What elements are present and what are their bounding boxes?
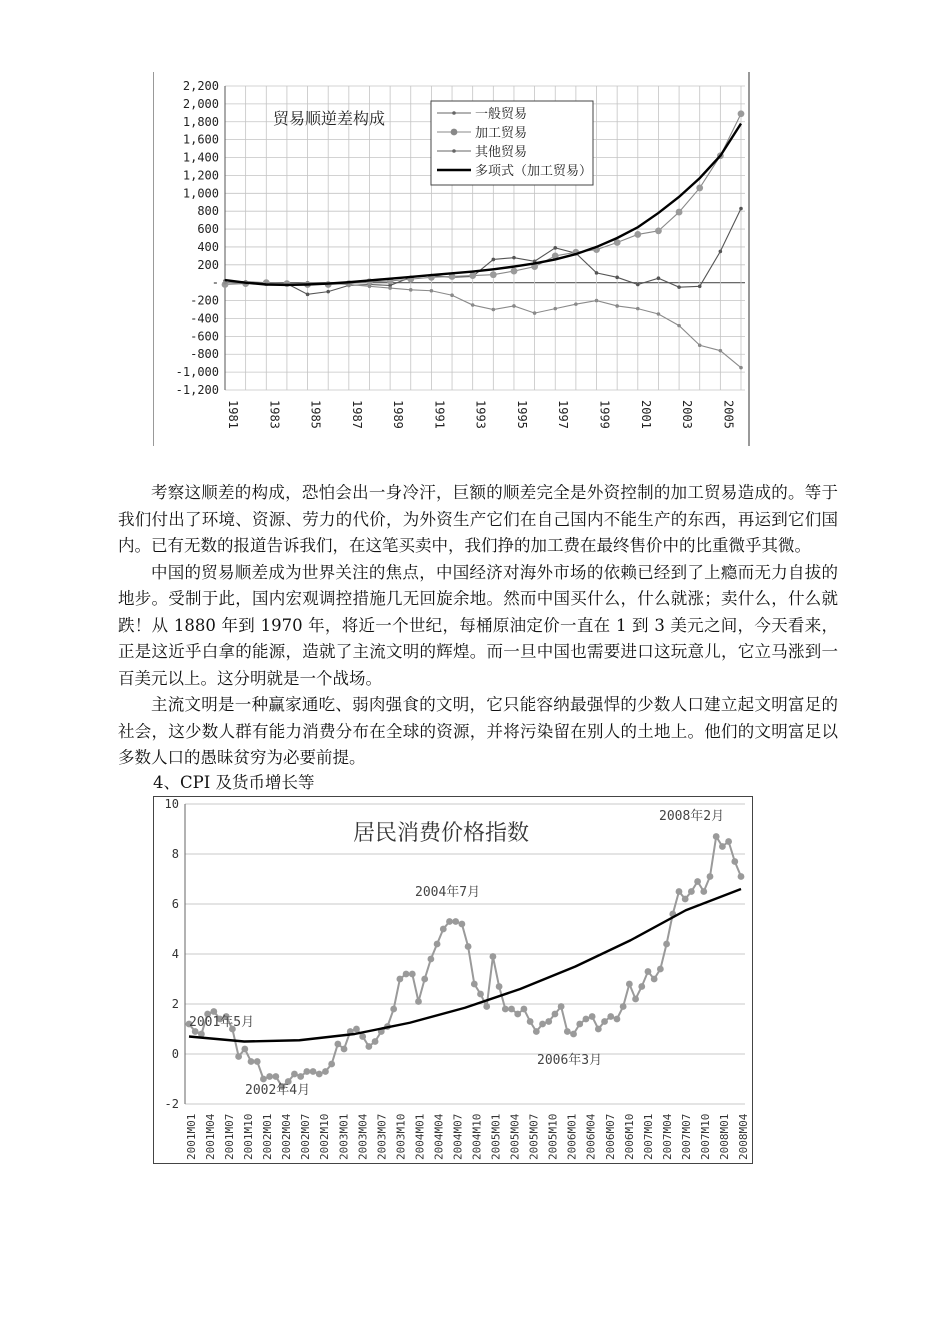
y-tick-label: -1,000 <box>175 365 219 380</box>
data-point <box>427 956 434 963</box>
data-point <box>326 290 330 294</box>
data-point <box>291 1071 298 1078</box>
data-point <box>297 1073 304 1080</box>
data-point <box>403 971 410 978</box>
x-tick-label: 2008M04 <box>737 1113 750 1160</box>
data-point <box>512 304 516 308</box>
section-heading: 4、CPI 及货币增长等 <box>153 773 315 792</box>
data-point <box>576 1021 583 1028</box>
trade-balance-chart <box>153 72 753 446</box>
legend <box>431 101 593 185</box>
y-tick-label: -400 <box>190 311 219 326</box>
data-point <box>322 1068 329 1075</box>
data-point <box>421 976 428 983</box>
x-tick-label: 2005M01 <box>489 1113 503 1160</box>
data-point <box>677 324 681 328</box>
data-point <box>496 983 503 990</box>
data-point <box>739 207 743 211</box>
data-point <box>272 1073 279 1080</box>
x-tick-label: 2007M07 <box>679 1113 693 1160</box>
data-point <box>465 943 472 950</box>
data-point <box>655 227 662 234</box>
data-point <box>632 996 639 1003</box>
y-tick-label: -800 <box>190 347 219 362</box>
data-point <box>564 1028 571 1035</box>
data-point <box>634 231 641 238</box>
data-point <box>514 1011 521 1018</box>
x-tick-label: 2005M04 <box>508 1113 522 1160</box>
data-point <box>260 1076 267 1083</box>
data-point <box>248 1058 255 1065</box>
data-point <box>552 1011 559 1018</box>
data-point <box>738 110 745 117</box>
data-point <box>511 268 518 275</box>
data-point <box>698 343 702 347</box>
data-point <box>682 896 689 903</box>
data-point <box>341 1046 348 1053</box>
data-point <box>492 308 496 312</box>
data-point <box>657 276 661 280</box>
data-point <box>719 250 723 254</box>
data-point <box>490 953 497 960</box>
x-tick-label: 2003M01 <box>337 1113 351 1160</box>
data-point <box>595 1026 602 1033</box>
y-tick-label: -600 <box>190 329 219 344</box>
x-tick-label: 2001M07 <box>223 1113 237 1160</box>
data-point <box>676 888 683 895</box>
data-point <box>615 304 619 308</box>
y-tick-label: -200 <box>190 293 219 308</box>
data-point <box>539 1021 546 1028</box>
legend-label: 一般贸易 <box>475 107 528 122</box>
y-tick-label: 200 <box>197 257 219 272</box>
data-point <box>430 289 434 293</box>
annotation-label: 2001年5月 <box>189 1015 255 1030</box>
legend-label: 加工贸易 <box>475 126 528 141</box>
data-point <box>713 833 720 840</box>
x-tick-label: 2004M01 <box>413 1113 427 1160</box>
y-tick-label: -2 <box>164 1097 179 1111</box>
x-tick-label: 1987 <box>349 400 364 429</box>
data-point <box>574 302 578 306</box>
data-point <box>316 1071 323 1078</box>
data-point <box>521 1006 528 1013</box>
x-tick-label: 2001M10 <box>242 1113 256 1160</box>
annotation-label: 2002年4月 <box>245 1083 311 1098</box>
x-tick-label: 1989 <box>391 400 406 429</box>
legend-label: 其他贸易 <box>475 145 528 160</box>
data-point <box>266 1073 273 1080</box>
y-tick-label: 400 <box>197 239 219 254</box>
data-point <box>731 858 738 865</box>
x-tick-label: 1993 <box>473 400 488 429</box>
data-point <box>458 921 465 928</box>
y-tick-label: - <box>211 275 219 290</box>
annotation-label: 2006年3月 <box>537 1053 603 1068</box>
chart-title: 居民消费价格指数 <box>353 821 530 846</box>
data-point <box>698 284 702 288</box>
body-text <box>118 480 838 772</box>
data-point <box>570 1031 577 1038</box>
x-tick-label: 2007M01 <box>641 1113 655 1160</box>
data-point <box>657 312 661 316</box>
x-tick-label: 1995 <box>514 400 529 429</box>
x-tick-label: 2005 <box>721 400 736 429</box>
data-point <box>545 1018 552 1025</box>
data-point <box>638 983 645 990</box>
data-point <box>469 272 476 279</box>
x-tick-label: 2006M01 <box>565 1113 579 1160</box>
y-tick-label: 800 <box>197 204 219 219</box>
data-point <box>558 1003 565 1010</box>
data-point <box>688 888 695 895</box>
x-tick-label: 2004M10 <box>470 1113 484 1160</box>
x-tick-label: 2006M07 <box>603 1113 617 1160</box>
data-point <box>636 307 640 311</box>
data-point <box>254 1058 261 1065</box>
data-point <box>725 838 732 845</box>
y-tick-label: -1,200 <box>175 383 219 397</box>
paragraph: 主流文明是一种赢家通吃、弱肉强食的文明，它只能容纳最强悍的少数人口建立起文明富足的社会，这少数人群有能力消费分布在全球的资源，并将污染留在别人的土地上。他们的文明富足以多数人口的愚昧贫穷为必要前提。 <box>118 695 838 767</box>
data-point <box>508 1006 515 1013</box>
data-point <box>527 1018 534 1025</box>
data-point <box>645 968 652 975</box>
data-point <box>235 1053 242 1060</box>
y-tick-label: 1,800 <box>182 114 219 129</box>
data-point <box>738 873 745 880</box>
data-point <box>636 283 640 287</box>
data-point <box>328 1061 335 1068</box>
data-point <box>651 976 658 983</box>
data-point <box>306 293 310 297</box>
x-tick-label: 2007M04 <box>660 1113 674 1160</box>
data-point <box>595 271 599 275</box>
data-point <box>719 843 726 850</box>
legend-marker <box>452 111 456 115</box>
data-point <box>589 1013 596 1020</box>
cpi-chart <box>153 796 753 1164</box>
data-point <box>390 1006 397 1013</box>
data-point <box>490 271 497 278</box>
data-point <box>620 1003 627 1010</box>
legend-marker <box>452 149 456 153</box>
data-point <box>553 307 557 311</box>
data-point <box>210 1008 217 1015</box>
data-point <box>450 293 454 297</box>
y-tick-label: 8 <box>171 847 179 861</box>
data-point <box>241 1046 248 1053</box>
data-point <box>694 878 701 885</box>
x-tick-label: 2004M04 <box>432 1113 446 1160</box>
x-tick-label: 2005M07 <box>527 1113 541 1160</box>
data-point <box>533 1028 540 1035</box>
data-point <box>707 873 714 880</box>
data-point <box>601 1018 608 1025</box>
y-tick-label: 600 <box>197 222 219 237</box>
legend-marker <box>451 129 458 136</box>
data-point <box>353 1026 360 1033</box>
data-point <box>409 971 416 978</box>
data-point <box>310 1068 317 1075</box>
y-tick-label: 2,200 <box>182 79 219 93</box>
data-point <box>615 276 619 280</box>
data-point <box>334 1041 341 1048</box>
y-tick-label: 2 <box>171 997 179 1011</box>
data-point <box>303 1068 310 1075</box>
x-tick-label: 2003 <box>680 400 695 429</box>
data-point <box>607 1013 614 1020</box>
y-tick-label: 1,200 <box>182 168 219 183</box>
data-point <box>446 918 453 925</box>
x-tick-label: 1983 <box>267 400 282 429</box>
x-tick-label: 2002M04 <box>280 1113 294 1160</box>
data-point <box>676 209 683 216</box>
y-tick-label: 1,600 <box>182 132 219 147</box>
data-point <box>657 966 664 973</box>
y-tick-label: 1,400 <box>182 150 219 165</box>
y-tick-label: 4 <box>171 947 179 961</box>
x-tick-label: 2005M10 <box>546 1113 560 1160</box>
x-tick-label: 2001M04 <box>204 1113 218 1160</box>
x-tick-label: 1981 <box>226 400 240 429</box>
data-point <box>663 941 670 948</box>
data-point <box>440 926 447 933</box>
data-point <box>696 185 703 192</box>
annotation-label: 2004年7月 <box>415 885 481 900</box>
data-point <box>471 303 475 307</box>
data-point <box>583 1016 590 1023</box>
data-point <box>502 1006 509 1013</box>
data-point <box>388 286 392 290</box>
data-point <box>492 258 496 262</box>
paragraph: 考察这顺差的构成，恐怕会出一身冷汗，巨额的顺差完全是外资控制的加工贸易造成的。等于我们付出了环境、资源、劳力的代价，为外资生产它们在自己国内不能生产的东西，再运到它们国内。已有无数的报道告诉我们，在这笔买卖中，我们挣的加工费在最终售价中的比重微乎其微。 <box>118 483 838 555</box>
x-tick-label: 2001 <box>638 400 653 429</box>
x-tick-label: 1997 <box>556 400 571 429</box>
data-point <box>415 998 422 1005</box>
data-point <box>483 1003 490 1010</box>
legend-label: 多项式（加工贸易） <box>475 164 593 179</box>
y-tick-label: 1,000 <box>182 186 219 201</box>
x-tick-label: 2007M10 <box>698 1113 712 1160</box>
annotation-label: 2008年2月 <box>659 809 725 824</box>
data-point <box>359 1033 366 1040</box>
y-tick-label: 2,000 <box>182 96 219 111</box>
data-point <box>477 991 484 998</box>
data-point <box>595 299 599 303</box>
data-point <box>739 366 743 370</box>
x-tick-label: 2008M01 <box>717 1113 731 1160</box>
x-tick-label: 2006M04 <box>584 1113 598 1160</box>
x-tick-label: 2001M01 <box>185 1113 198 1160</box>
data-point <box>409 288 413 292</box>
data-point <box>553 246 557 250</box>
chart-background <box>153 796 753 1164</box>
data-point <box>365 1043 372 1050</box>
data-point <box>396 976 403 983</box>
x-tick-label: 2003M07 <box>375 1113 389 1160</box>
data-point <box>223 281 227 285</box>
chart-title: 贸易顺逆差构成 <box>273 109 386 128</box>
data-point <box>512 256 516 260</box>
data-point <box>434 941 441 948</box>
data-point <box>533 311 537 315</box>
x-tick-label: 2004M07 <box>451 1113 465 1160</box>
x-tick-label: 2003M04 <box>356 1113 370 1160</box>
x-tick-label: 1985 <box>308 400 323 429</box>
data-point <box>677 285 681 289</box>
data-point <box>368 284 372 288</box>
data-point <box>626 981 633 988</box>
x-tick-label: 2002M01 <box>261 1113 275 1160</box>
data-point <box>719 349 723 353</box>
x-tick-label: 1999 <box>597 400 612 429</box>
data-point <box>452 918 459 925</box>
data-point <box>471 981 478 988</box>
y-tick-label: 6 <box>171 897 179 911</box>
y-tick-label: 0 <box>171 1047 179 1061</box>
data-point <box>372 1038 379 1045</box>
x-tick-label: 1991 <box>432 400 447 429</box>
x-tick-label: 2003M10 <box>394 1113 408 1160</box>
data-point <box>614 1016 621 1023</box>
x-tick-label: 2006M10 <box>622 1113 636 1160</box>
data-point <box>700 888 707 895</box>
paragraph: 中国的贸易顺差成为世界关注的焦点，中国经济对海外市场的依赖已经到了上瘾而无力自拔的地步。受制于此，国内宏观调控措施几无回旋余地。然而中国买什么，什么就涨；卖什么，什么就跌！从 1880 年到 1970 年，将近一个世纪，每桶原油定价一直在 1 到 3 美元之间，今天看来，正是这近乎白拿的能源，造就了主流文明的辉煌。而一旦中国也需要进口这玩意儿，它立马涨到一百美元以上。这分明就是一个战场。 <box>118 562 838 688</box>
y-tick-label: 10 <box>164 797 179 811</box>
x-tick-label: 2002M10 <box>318 1113 332 1160</box>
x-tick-label: 2002M07 <box>299 1113 313 1160</box>
